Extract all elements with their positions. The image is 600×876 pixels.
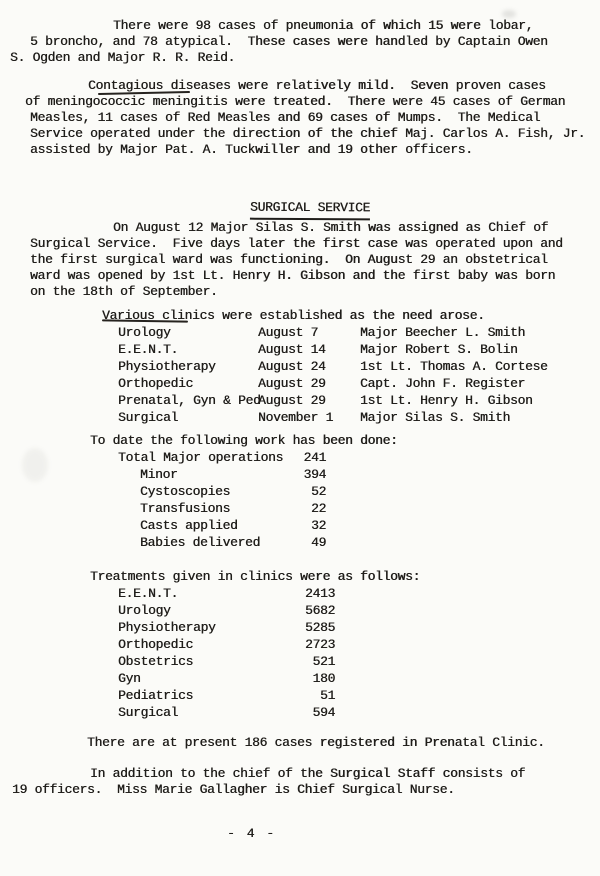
operation-label: Casts applied — [140, 518, 238, 533]
clinic-officer: 1st Lt. Thomas A. Cortese — [360, 359, 548, 374]
operations-table — [30, 449, 575, 551]
table-row — [30, 341, 575, 358]
operation-label: Cystoscopies — [140, 484, 231, 499]
body-text-line: 19 officers. Miss Marie Gallagher is Chief Surgical Nurse. — [12, 782, 455, 797]
table-row — [30, 483, 575, 500]
treatment-value: 2413 — [304, 586, 335, 601]
treatment-label: Obstetrics — [118, 654, 194, 669]
table-row — [30, 324, 575, 341]
table-row — [30, 585, 575, 602]
clinic-date: August 29 — [258, 376, 326, 391]
table-row — [30, 517, 575, 534]
treatment-value: 2723 — [304, 637, 335, 652]
operation-label: Babies delivered — [140, 535, 261, 550]
paragraph-pneumonia — [10, 18, 575, 66]
treatments-table — [30, 585, 575, 721]
page-number: - 4 - — [227, 826, 277, 841]
operation-value: 52 — [310, 484, 326, 499]
body-text-line: In addition to the chief of the Surgical Staff consists of — [90, 766, 526, 781]
table-row — [30, 602, 575, 619]
body-text-line: ward was opened by 1st Lt. Henry H. Gibson and the first baby was born — [30, 268, 556, 283]
clinic-officer: Major Beecher L. Smith — [360, 325, 526, 340]
table-row — [30, 653, 575, 670]
table-row — [30, 534, 575, 551]
section-heading-text: SURGICAL SERVICE — [250, 200, 370, 221]
operation-value: 241 — [303, 450, 326, 465]
clinic-officer: Capt. John F. Register — [360, 376, 526, 391]
body-text-line: On August 12 Major Silas S. Smith was assigned as Chief of — [113, 220, 549, 235]
treatment-label: Physiotherapy — [118, 620, 216, 635]
clinic-date: August 7 — [258, 325, 319, 340]
table-row — [30, 375, 575, 392]
table-row — [30, 466, 575, 483]
table-row — [30, 704, 575, 721]
operation-value: 32 — [310, 518, 326, 533]
clinic-officer: Major Silas S. Smith — [360, 410, 511, 425]
treatment-value: 594 — [312, 705, 335, 720]
body-text-line: Contagious diseases were relatively mild. Seven proven cases — [88, 78, 546, 93]
paragraph-addition — [12, 766, 575, 798]
treatment-label: Orthopedic — [118, 637, 194, 652]
clinic-officer: Major Robert S. Bolin — [360, 342, 518, 357]
clinic-name: Surgical — [118, 410, 179, 425]
clinic-name: Orthopedic — [118, 376, 194, 391]
paragraph-contagious — [25, 78, 586, 158]
line-various-clinics: Various clinics were established as the need arose. — [102, 308, 485, 323]
table-row — [30, 619, 575, 636]
clinic-date: August 14 — [258, 342, 326, 357]
body-text-line: 5 broncho, and 78 atypical. These cases were handled by Captain Owen — [30, 34, 548, 49]
table-row — [30, 500, 575, 517]
body-text-line: on the 18th of September. — [30, 284, 218, 299]
operation-label: Minor — [140, 467, 178, 482]
clinic-name: Urology — [118, 325, 171, 340]
operation-label: Total Major operations — [118, 450, 284, 465]
operation-label: Transfusions — [140, 501, 231, 516]
table-row — [30, 392, 575, 409]
table-row — [30, 449, 575, 466]
body-text-line: There were 98 cases of pneumonia of which 15 were lobar, — [113, 18, 534, 33]
body-text-line: the first surgical ward was functioning. On August 29 an obstetrical — [30, 252, 548, 267]
treatment-value: 5682 — [304, 603, 335, 618]
document-body — [10, 18, 586, 842]
body-text-line: assisted by Major Pat. A. Tuckwiller and 19 other officers. — [30, 142, 473, 157]
treatment-value: 5285 — [304, 620, 335, 635]
clinics-table — [30, 324, 575, 426]
line-prenatal: There are at present 186 cases registered in Prenatal Clinic. — [87, 735, 545, 750]
body-text-line: S. Ogden and Major R. R. Reid. — [10, 50, 236, 65]
clinic-date: November 1 — [258, 410, 334, 425]
table-row — [30, 409, 575, 426]
scan-smudge — [502, 10, 516, 18]
operation-value: 394 — [303, 467, 326, 482]
section-heading — [30, 184, 575, 216]
line-treatments: Treatments given in clinics were as follows: — [90, 569, 421, 584]
operation-value: 49 — [310, 535, 326, 550]
table-row — [30, 636, 575, 653]
table-row — [30, 687, 575, 704]
clinic-date: August 29 — [258, 393, 326, 408]
treatment-value: 180 — [312, 671, 335, 686]
body-text-line: Service operated under the direction of the chief Maj. Carlos A. Fish, Jr. — [30, 126, 586, 141]
treatment-value: 521 — [312, 654, 335, 669]
clinic-name: Prenatal, Gyn & Ped — [118, 393, 261, 408]
clinic-officer: 1st Lt. Henry H. Gibson — [360, 393, 533, 408]
treatment-value: 51 — [319, 688, 335, 703]
clinic-date: August 24 — [258, 359, 326, 374]
paragraph-surgical — [30, 220, 575, 300]
clinic-name: Physiotherapy — [118, 359, 216, 374]
body-text-line: Surgical Service. Five days later the first case was operated upon and — [30, 236, 563, 251]
table-row — [30, 670, 575, 687]
body-text-line: Measles, 11 cases of Red Measles and 69 cases of Mumps. The Medical — [30, 110, 541, 125]
clinic-name: E.E.N.T. — [118, 342, 179, 357]
operation-value: 22 — [310, 501, 326, 516]
treatment-label: Surgical — [118, 705, 179, 720]
treatment-label: Gyn — [118, 671, 141, 686]
table-row — [30, 358, 575, 375]
treatment-label: Pediatrics — [118, 688, 194, 703]
line-to-date: To date the following work has been done: — [90, 433, 398, 448]
treatment-label: E.E.N.T. — [118, 586, 179, 601]
treatment-label: Urology — [118, 603, 171, 618]
body-text-line: of meningococcic meningitis were treated. There were 45 cases of German — [25, 94, 566, 109]
